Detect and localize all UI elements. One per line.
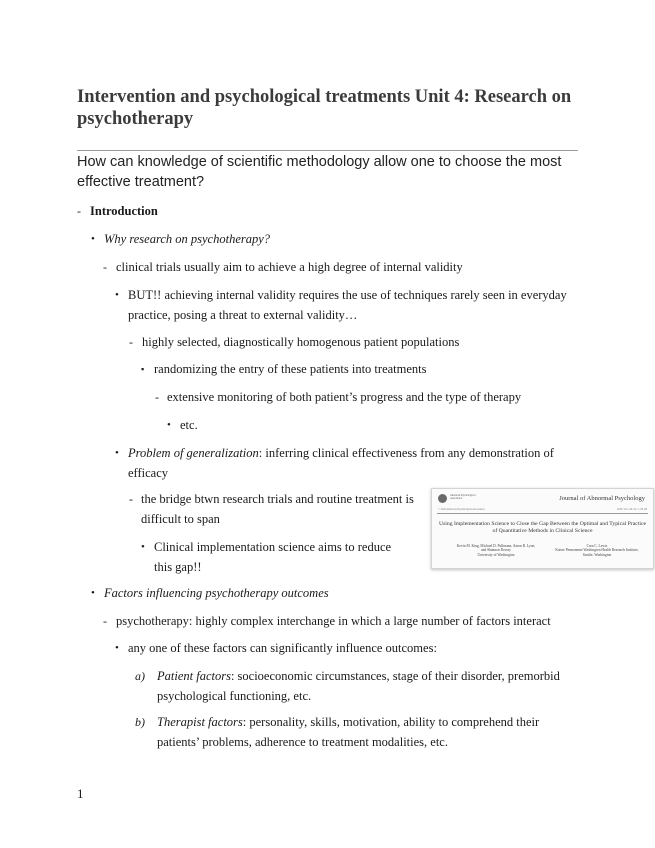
problem-generalization-item	[128, 443, 573, 483]
factors-heading: Factors influencing psychotherapy outcomes	[104, 586, 329, 600]
list-marker-a: a)	[135, 669, 145, 683]
dash-marker: -	[129, 492, 133, 506]
clinical-implementation-item: Clinical implementation science aims to reduce this gap!!	[154, 540, 392, 574]
patient-factors-item	[157, 666, 577, 706]
journal-article-thumbnail	[431, 488, 654, 569]
clinical-trials-item: clinical trials usually aim to achieve a high degree of internal validity	[116, 260, 463, 274]
apa-logo-icon	[438, 494, 447, 503]
journal-header-rule	[437, 513, 648, 514]
dash-marker: -	[77, 204, 81, 218]
journal-publisher: American Psychological Association	[450, 494, 476, 500]
psychotherapy-item: psychotherapy: highly complex interchange in which a large number of factors interact	[116, 614, 551, 628]
authors-right-affiliation: Kaiser Permanente Washington Health Research Institute, Seattle, Washington	[555, 548, 639, 557]
authors-left	[454, 544, 538, 557]
bullet-marker: •	[115, 642, 119, 654]
bullet-marker: •	[91, 587, 95, 599]
therapist-factors-label: Therapist factors	[157, 715, 243, 729]
dash-marker: -	[129, 335, 133, 349]
section-heading-introduction: Introduction	[90, 204, 158, 218]
problem-generalization-text: : inferring clinical effectiveness from any demonstration of efficacy	[128, 446, 554, 480]
square-marker: ▪	[141, 364, 145, 374]
journal-name: Journal of Abnormal Psychology	[559, 495, 645, 502]
bullet-marker: •	[91, 233, 95, 245]
any-one-factor-item: any one of these factors can significantly influence outcomes:	[128, 641, 437, 655]
bridge-item: the bridge btwn research trials and routine treatment is difficult to span	[141, 492, 414, 526]
title-divider	[77, 150, 578, 151]
list-marker-b: b)	[135, 715, 145, 729]
problem-generalization-label: Problem of generalization	[128, 446, 259, 460]
highly-selected-item: highly selected, diagnostically homogenous patient populations	[142, 335, 460, 349]
page-number: 1	[77, 786, 84, 801]
article-title: Using Implementation Science to Close the Gap Between the Optimal and Typical Practice of Quantitative Methods in Clinical Science	[438, 521, 647, 534]
bullet-marker: •	[115, 447, 119, 459]
therapist-factors-text: : personality, skills, motivation, ability to comprehend their patients’ problems, adherence to treatment modalities, etc.	[157, 715, 540, 749]
why-research-heading: Why research on psychotherapy?	[104, 232, 271, 246]
authors-right	[552, 544, 642, 557]
but-validity-item: BUT!! achieving internal validity requires the use of techniques rarely seen in everyday practice, posing a threat to external validity…	[128, 288, 567, 322]
extensive-monitoring-item: extensive monitoring of both patient’s progress and the type of therapy	[167, 390, 522, 404]
etc-item: etc.	[180, 418, 198, 432]
journal-meta-left: © 2020 American Psychological Association	[438, 508, 485, 511]
dash-marker: -	[103, 614, 107, 628]
dash-marker: -	[103, 260, 107, 274]
authors-left-affiliation: University of Washington	[477, 552, 515, 557]
journal-meta-right: 2020, Vol. 129, No. 1, 84–98	[616, 508, 647, 511]
therapist-factors-item	[157, 712, 577, 752]
document-title: Intervention and psychological treatments Unit 4: Research on psychotherapy	[77, 87, 572, 129]
authors-left-names: Kevin M. King, Michael D. Pullmann, Aaron R. Lyon, and Shannon Dorsey	[456, 544, 536, 553]
bullet-marker: •	[115, 289, 119, 301]
authors-right-names: Cara C. Lewis	[586, 544, 608, 548]
dash-marker: -	[155, 390, 159, 404]
bullet-marker: •	[141, 541, 145, 553]
patient-factors-text: : socioeconomic circumstances, stage of their disorder, premorbid psychological functioning, etc.	[157, 669, 560, 703]
patient-factors-label: Patient factors	[157, 669, 231, 683]
randomizing-item: randomizing the entry of these patients into treatments	[154, 362, 427, 376]
bullet-marker: •	[167, 419, 171, 431]
guiding-question: How can knowledge of scientific methodology allow one to choose the most effective treatment?	[77, 154, 562, 190]
